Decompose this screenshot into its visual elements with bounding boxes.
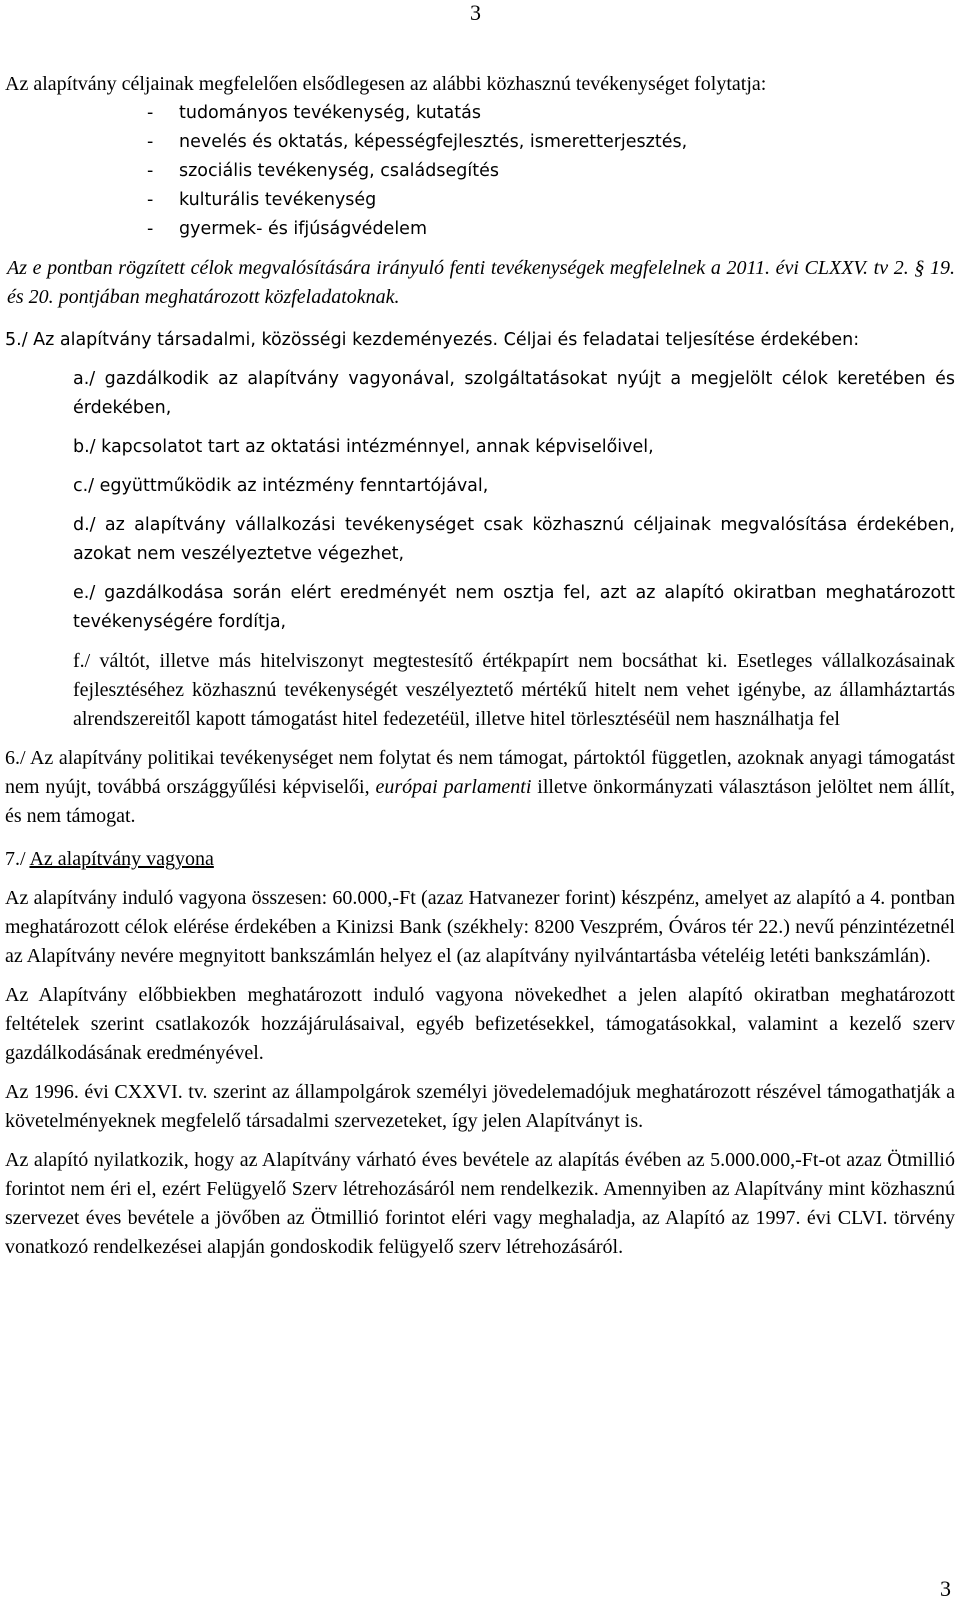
section-5-item-c: c./ együttműködik az intézmény fenntartójával,	[73, 476, 489, 496]
page-number-bottom: 3	[940, 1576, 951, 1601]
section-5-item-b: b./ kapcsolatot tart az oktatási intézménnyel, annak képviselőivel,	[73, 437, 654, 457]
section-7-paragraph: Az 1996. évi CXXVI. tv. szerint az állampolgárok személyi jövedelemadójuk meghatározott részével támogathatják a követelményeknek megfelelő társadalmi szervezeteket, így jelen Alapítványt is.	[5, 1081, 955, 1132]
section-7-heading	[5, 845, 955, 874]
section-5-item-e: e./ gazdálkodása során elért eredményét nem osztja fel, azt az alapító okiratban meghatározott tevékenységére fordítja,	[73, 583, 955, 632]
section-5-item-d: d./ az alapítvány vállalkozási tevékenységet csak közhasznú céljainak megvalósítása érdekében, azokat nem veszélyeztetve végezhet,	[73, 515, 955, 564]
intro-paragraph: Az alapítvány céljainak megfelelően elsődlegesen az alábbi közhasznú tevékenységet folytatja:	[5, 73, 767, 95]
section-5-heading: 5./ Az alapítvány társadalmi, közösségi kezdeményezés. Céljai és feladatai teljesítése érdekében:	[5, 330, 860, 350]
section-6-text-end: illetve önkormányzati választáson jelöltet nem állít, és nem támogat.	[5, 776, 955, 827]
section-6-text: 6./ Az alapítvány politikai tevékenységet nem folytat és nem támogat, pártoktól független, azoknak anyagi támogatást nem nyújt, továbbá országgyűlési képviselői,	[5, 747, 955, 798]
page-number-top: 3	[470, 0, 481, 25]
document-body	[5, 70, 955, 1262]
section-7-title: Az alapítvány vagyona	[29, 848, 214, 870]
section-7-paragraph: Az alapító nyilatkozik, hogy az Alapítvány várható éves bevétele az alapítás évében az 5.000.000,-Ft-ot azaz Ötmillió forintot nem éri el, ezért Felügyelő Szerv létrehozásáról nem rendelkezik. Amennyiben az Alapítvány mint közhasznú szervezet éves bevétele a jövőben az Ötmillió forintot eléri vagy meghaladja, az Alapító az 1997. évi CLVI. törvény vonatkozó rendelkezései alapján gondoskodik felügyelő szerv létrehozásáról.	[5, 1149, 955, 1258]
activity-list	[5, 99, 955, 244]
section-6-italic: európai parlamenti	[375, 776, 532, 798]
section-6-paragraph	[5, 744, 955, 831]
italic-note: Az e pontban rögzített célok megvalósítására irányuló fenti tevékenységek megfelelnek a 2011. évi CLXXV. tv 2. § 19. és 20. pontjában meghatározott közfeladatoknak.	[7, 257, 955, 308]
section-5-item-f: f./ váltót, illetve más hitelviszonyt megtestesítő értékpapírt nem bocsáthat ki. Esetleges vállalkozásainak fejlesztéséhez közhasznú tevékenységét veszélyeztető mértékű hitelt nem vehet igénybe, az államháztartás alrendszereitől kapott támogatást hitel fedezetéül, illetve hitel törlesztéséül nem használhatja fel	[73, 650, 955, 730]
section-5-item-a: a./ gazdálkodik az alapítvány vagyonával, szolgáltatásokat nyújt a megjelölt célok keretében és érdekében,	[73, 369, 955, 418]
list-item: - nevelés és oktatás, képességfejlesztés, ismeretterjesztés,	[147, 128, 955, 157]
list-item: - kulturális tevékenység	[147, 186, 955, 215]
section-7-paragraph: Az Alapítvány előbbiekben meghatározott induló vagyona növekedhet a jelen alapító okiratban meghatározott feltételek szerint csatlakozók hozzájárulásaival, egyéb befizetésekkel, támogatásokkal, valamint a kezelő szerv gazdálkodásának eredményével.	[5, 984, 955, 1064]
list-item: - tudományos tevékenység, kutatás	[147, 99, 955, 128]
section-7-paragraph: Az alapítvány induló vagyona összesen: 60.000,-Ft (azaz Hatvanezer forint) készpénz, amelyet az alapító a 4. pontban meghatározott célok elérése érdekében a Kinizsi Bank (székhely: 8200 Veszprém, Óváros tér 22.) nevű pénzintézetnél az Alapítvány nevére megnyitott bankszámlán helyez el (az alapítvány nyilvántartásba vételéig letéti bankszámlán).	[5, 887, 955, 967]
section-7-number: 7./	[5, 848, 26, 870]
list-item: - gyermek- és ifjúságvédelem	[147, 215, 955, 244]
list-item: - szociális tevékenység, családsegítés	[147, 157, 955, 186]
